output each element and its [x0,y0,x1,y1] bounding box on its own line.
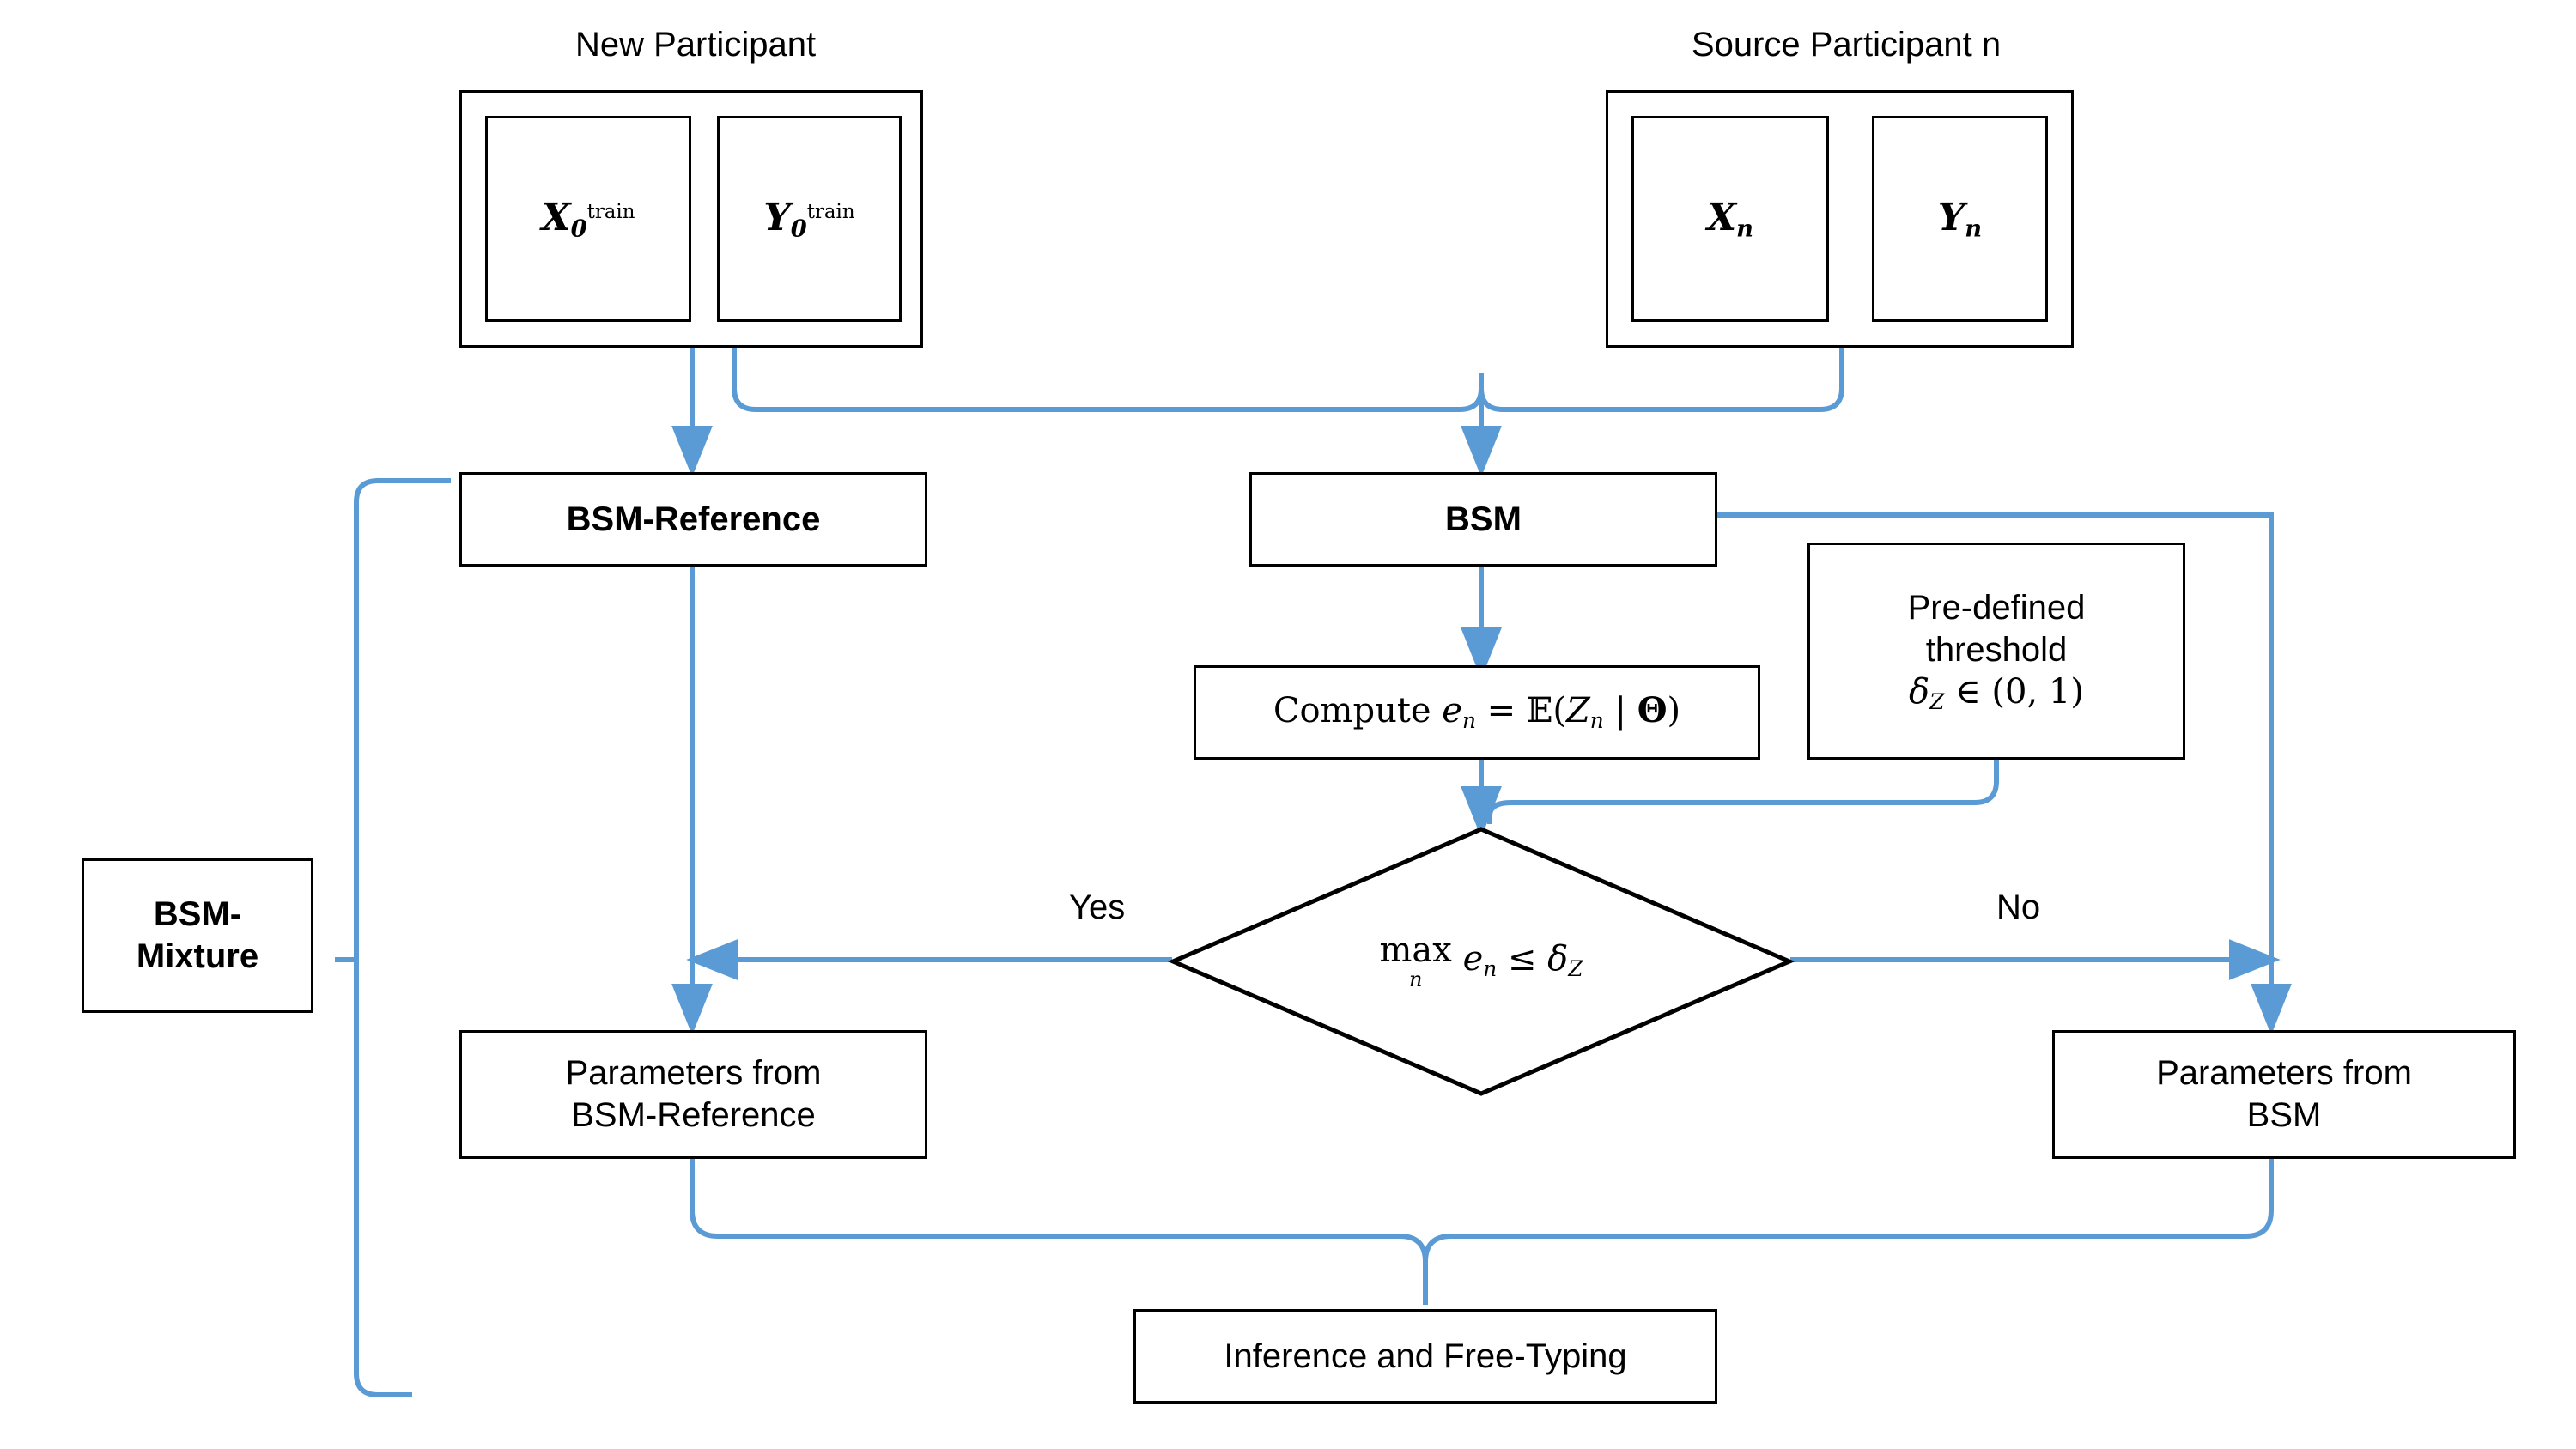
node-params-from-bsm-line1: Parameters from [2156,1054,2412,1093]
node-bsm-reference[interactable] [459,472,927,567]
node-inference-label: Inference and Free-Typing [1224,1337,1627,1375]
edge-label-no: No [1996,888,2041,926]
node-threshold-line1: Pre-defined [1907,589,2086,627]
y0-train-label: $Y_0^{train}$ [763,195,855,243]
x0-train-label: $X_0^{train}$ [541,195,635,243]
node-bsm-label: BSM [1445,500,1522,538]
y0-train-box [717,116,902,322]
yn-box [1872,116,2048,322]
x0-train-box [485,116,691,322]
node-params-from-bsm-line2: BSM [2246,1096,2322,1134]
node-compute-en[interactable] [1194,665,1760,760]
node-bsm[interactable] [1249,472,1717,567]
node-bsm-reference-label: BSM-Reference [566,500,821,538]
node-params-from-reference-line2: BSM-Reference [571,1096,816,1134]
node-compute-en-label: Compute $e_n$ = $𝔼(Z_n$ | Θ) [1273,690,1681,734]
node-bsm-mixture[interactable] [82,858,313,1013]
decision-expression: max n $e_n \le \delta_Z$ [1379,931,1583,991]
caption-source-participant-text: Source Participant n [1691,26,2002,64]
decision-diamond-label [1279,910,1683,1013]
xn-label: $X_n$ [1707,195,1753,243]
node-params-from-reference-line1: Parameters from [565,1054,822,1093]
node-threshold[interactable] [1807,543,2185,760]
caption-new-participant: New Participant [574,26,817,64]
yn-label: $Y_n$ [1937,195,1983,243]
node-params-from-reference[interactable] [459,1030,927,1159]
node-params-from-bsm[interactable] [2052,1030,2516,1159]
node-inference[interactable] [1133,1309,1717,1404]
edge-label-yes: Yes [1069,888,1126,926]
caption-source-participant [1597,26,2095,64]
node-bsm-mixture-line1: BSM- [153,895,242,934]
node-threshold-line2: threshold [1925,630,2068,669]
xn-box [1631,116,1829,322]
node-threshold-line3: $\delta_Z$ ∈ (0, 1) [1909,671,2084,714]
node-bsm-mixture-line2: Mixture [136,937,259,975]
